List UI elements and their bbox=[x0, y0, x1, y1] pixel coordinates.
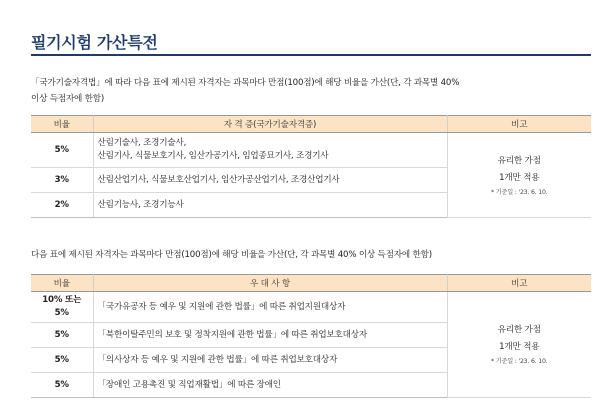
certificate-cell: 산림산업기사, 식물보호산업기사, 임산가공산업기사, 조경산업기사 bbox=[93, 168, 447, 193]
rate-cell: 5% bbox=[31, 373, 93, 398]
preference-cell: 「국가유공자 등 예우 및 지원에 관한 법률」에 따른 취업지원대상자 bbox=[93, 292, 447, 323]
rate-cell: 3% bbox=[31, 168, 93, 193]
section2-intro: 다음 표에 제시된 자격자는 과목마다 만점(100점)에 해당 비율을 가산(단, 각 과목별 40% 이상 득점자에 한함) bbox=[31, 250, 432, 260]
page-title: 필기시험 가산특전 bbox=[31, 33, 158, 52]
table-row bbox=[31, 292, 591, 323]
rate-cell: 5% bbox=[31, 348, 93, 373]
rate-cell: 10% 또는 5% bbox=[31, 292, 93, 323]
certificate-cell bbox=[93, 133, 447, 168]
note-line2: 1개만 적용 bbox=[499, 342, 540, 352]
rate-cell: 5% bbox=[31, 323, 93, 348]
header-certificate: 자 격 증(국가기술자격증) bbox=[93, 116, 447, 133]
note-line2: 1개만 적용 bbox=[499, 172, 540, 183]
table-header-row bbox=[31, 116, 591, 133]
note-cell bbox=[447, 133, 591, 218]
rate-cell: 5% bbox=[31, 133, 93, 168]
section1-intro bbox=[31, 76, 591, 107]
table-header-row bbox=[31, 275, 591, 292]
title-divider bbox=[31, 54, 591, 56]
section1-intro-line2: 이상 득점자에 한함) bbox=[31, 93, 105, 104]
certificate-cell: 산림기능사, 조경기능사 bbox=[93, 193, 447, 218]
header-note: 비고 bbox=[447, 116, 591, 133]
certificate-line: 산림기술사, 조경기술사, bbox=[97, 138, 187, 148]
note-reference-date: * 기준일 : '23. 6. 10. bbox=[491, 188, 548, 196]
header-preference: 우 대 사 항 bbox=[93, 275, 447, 292]
header-rate: 비율 bbox=[31, 116, 93, 133]
note-reference-date: * 기준일 : '23. 6. 10. bbox=[491, 358, 548, 365]
rate-cell: 2% bbox=[31, 193, 93, 218]
note-line1: 유리한 가점 bbox=[497, 325, 541, 335]
header-rate: 비율 bbox=[31, 275, 93, 292]
header-note: 비고 bbox=[447, 275, 591, 292]
section1-intro-line1: 「국가기술자격법」에 따라 다음 표에 제시된 자격자는 과목마다 만점(100점)에 해당 비율을 가산(단, 각 과목별 40% bbox=[31, 78, 460, 88]
preference-cell: 「북한이탈주민의 보호 및 정착지원에 관한 법률」에 따른 취업보호대상자 bbox=[93, 323, 447, 348]
note-cell bbox=[447, 292, 591, 398]
certificate-line: 산림기사, 식물보호기사, 임산가공기사, 임업종묘기사, 조경기사 bbox=[97, 151, 329, 161]
note-line1: 유리한 가점 bbox=[497, 155, 541, 166]
table-row bbox=[31, 133, 591, 168]
preferential-treatment-table bbox=[31, 274, 591, 398]
preference-cell: 「장애인 고용촉진 및 직업재활법」에 따른 장애인 bbox=[93, 373, 447, 398]
preference-cell: 「의사상자 등 예우 및 지원에 관한 법률」에 따른 취업보호대상자 bbox=[93, 348, 447, 373]
certificate-bonus-table bbox=[31, 115, 591, 218]
